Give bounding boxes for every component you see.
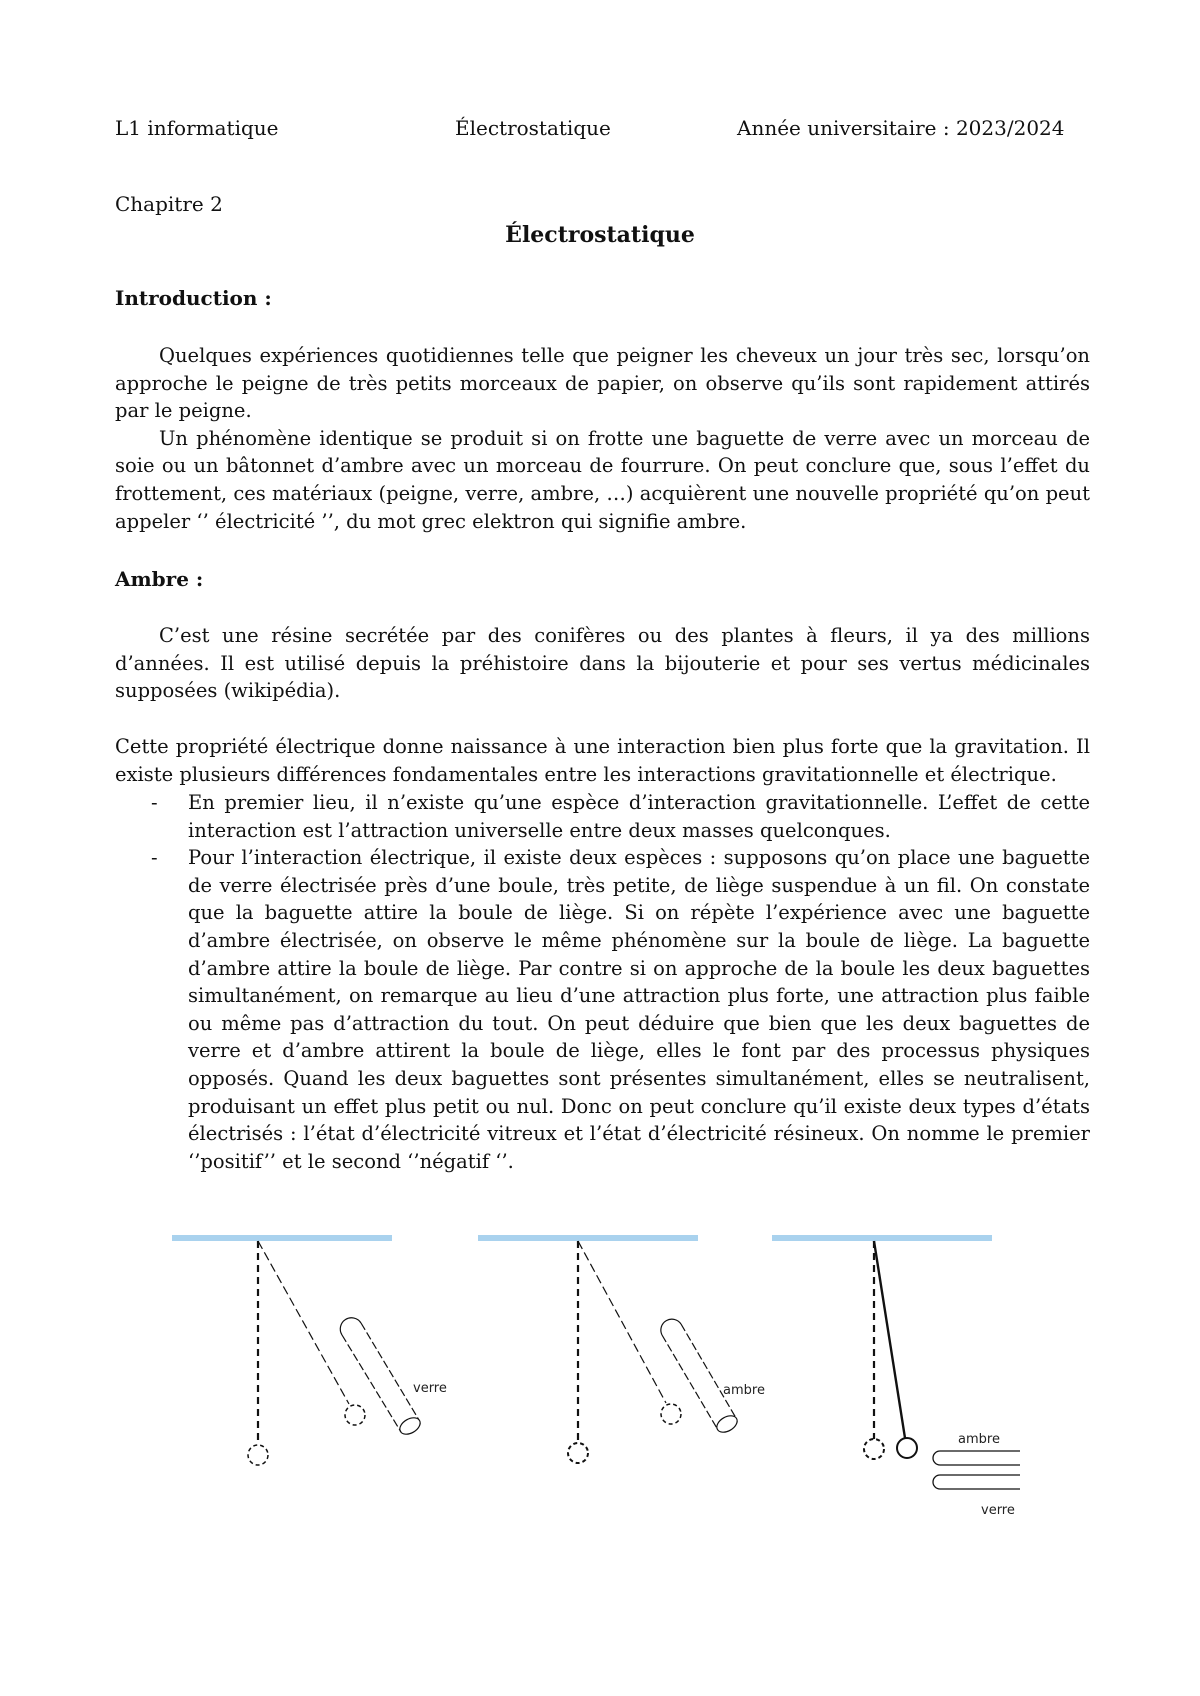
property-body (115, 733, 1090, 788)
property-paragraph: Cette propriété électrique donne naissance à une interaction bien plus forte que la gravitation. Il existe plusieurs différences fondamentales entre les interactions gravitationnelle et électrique. (115, 735, 1090, 786)
introduction-heading: Introduction : (115, 286, 272, 310)
rest-ball (248, 1445, 268, 1465)
bullet-marker: - (151, 846, 158, 870)
pendulum-diagram (160, 1225, 1020, 1545)
rest-ball (864, 1439, 884, 1459)
ambre-paragraph: C’est une résine secrétée par des conifères ou des plantes à fleurs, il ya des millions d’années. Il est utilisé depuis la préhistoire dans la bijouterie et pour ses vertus médicinales supposées (wikipédia). (115, 624, 1090, 703)
list-item (115, 789, 1090, 844)
deflected-ball (897, 1438, 917, 1458)
rest-ball (568, 1443, 588, 1463)
deflected-thread (578, 1241, 666, 1403)
list-item (115, 844, 1090, 1175)
chapter-label: Chapitre 2 (115, 192, 223, 216)
deflected-thread (874, 1241, 905, 1438)
ambre-body (115, 622, 1090, 705)
rod-label-verre-bottom: verre (981, 1503, 1015, 1518)
header-course: L1 informatique (115, 116, 279, 140)
introduction-body (115, 342, 1090, 535)
rod-label-verre: verre (413, 1381, 447, 1396)
ambre-heading: Ambre : (115, 567, 204, 591)
introduction-paragraph-1: Quelques expériences quotidiennes telle que peigner les cheveux un jour très sec, lorsqu’on approche le peigne de très petits morceaux de papier, on observe qu’ils sont rapidement attirés par le peigne. (115, 344, 1090, 423)
rod (661, 1319, 740, 1435)
rod-verre (933, 1475, 1020, 1489)
introduction-paragraph-2: Un phénomène identique se produit si on frotte une baguette de verre avec un morceau de soie ou un bâtonnet d’ambre avec un morceau de fourrure. On peut conclure que, sous l’effet du frottement, ces matériaux (peigne, verre, ambre, …) acquièrent une nouvelle propriété qu’on peut appeler ‘’ électricité ’’, du mot grec elektron qui signifie ambre. (115, 426, 1090, 533)
deflected-thread (258, 1241, 349, 1404)
panel-verre (172, 1238, 447, 1465)
header-academic-year: Année universitaire : 2023/2024 (737, 116, 1065, 140)
rod-label-ambre-top: ambre (958, 1432, 1000, 1447)
panel-both-rods (772, 1238, 1020, 1518)
header-subject: Électrostatique (455, 116, 611, 140)
bullet-text-1: En premier lieu, il n’existe qu’une espèce d’interaction gravitationnelle. L’effet de cette interaction est l’attraction universelle entre deux masses quelconques. (188, 791, 1090, 842)
page-title: Électrostatique (505, 222, 695, 248)
pendulum-figure (160, 1225, 1020, 1545)
rod-label-ambre: ambre (723, 1383, 765, 1398)
bullet-text-2: Pour l’interaction électrique, il existe deux espèces : supposons qu’on place une baguette de verre électrisée près d’une boule, très petite, de liège suspendue à un fil. On constate que la baguette attire la boule de liège. Si on répète l’expérience avec une baguette d’ambre électrisée, on observe le même phénomène sur la boule de liège. La baguette d’ambre attire la boule de liège. Par contre si on approche de la boule les deux baguettes simultanément, on remarque au lieu d’une attraction plus forte, une attraction plus faible ou même pas d’attraction du tout. On peut déduire que bien que les deux baguettes de verre et d’ambre attirent la boule de liège, elles le font par des processus physiques opposés. Quand les deux baguettes sont présentes simultanément, elles se neutralisent, produisant un effet plus petit ou nul. Donc on peut conclure qu’il existe deux types d’états électrisés : l’état d’électricité vitreux et l’état d’électricité résineux. On nomme le premier ‘’positif’’ et le second ‘’négatif ‘’. (188, 846, 1090, 1173)
property-bullet-list (115, 789, 1090, 1175)
deflected-ball (345, 1405, 365, 1425)
page-header (115, 116, 1085, 146)
bullet-marker: - (151, 791, 158, 814)
deflected-ball (661, 1404, 681, 1424)
panel-ambre (478, 1238, 765, 1463)
rod-ambre (933, 1451, 1020, 1465)
rod (340, 1318, 423, 1438)
